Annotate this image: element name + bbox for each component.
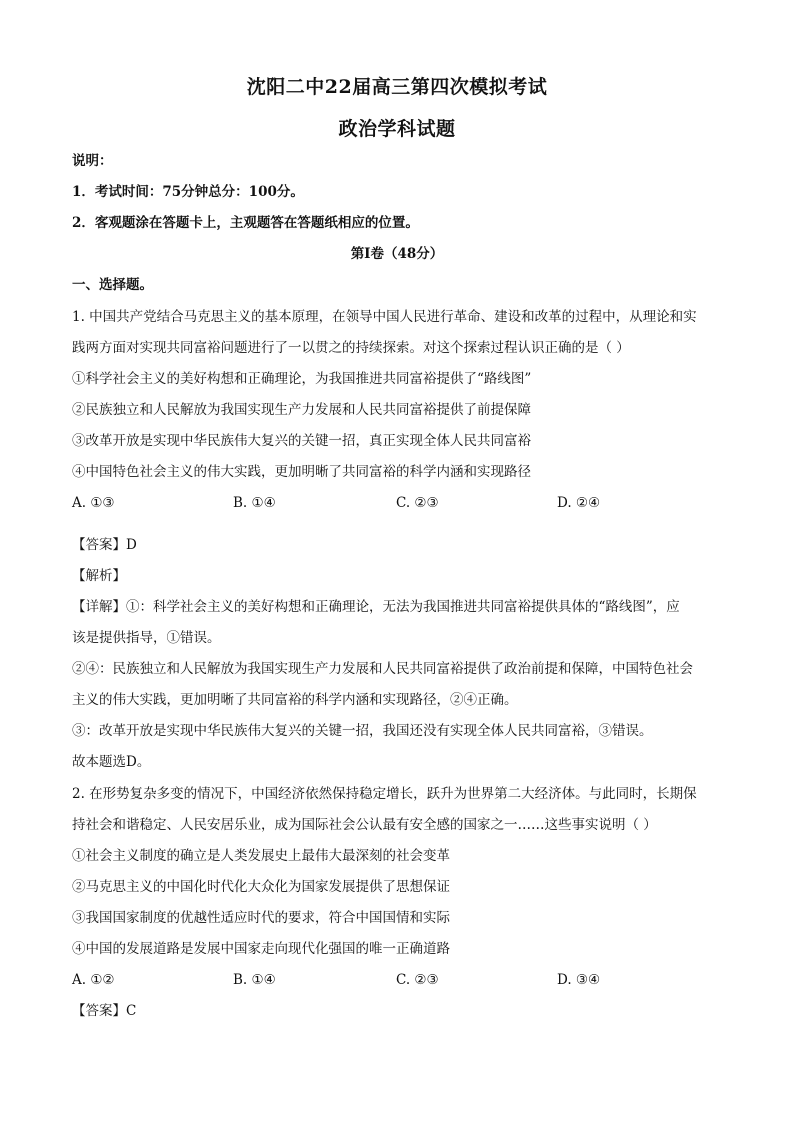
q1-analysis-label: 【解析】 [72, 568, 126, 584]
q2-option-b: B. ①④ [233, 972, 276, 988]
volume-heading: 第I卷（48分） [350, 246, 444, 262]
q2-stem-line-1: 2. 在形势复杂多变的情况下，中国经济依然保持稳定增长，跃升为世界第二大经济体。与此同时，长期保 [72, 786, 697, 802]
q1-statement-2: ②民族独立和人民解放为我国实现生产力发展和人民共同富裕提供了前提保障 [72, 402, 531, 418]
q2-statement-3: ③我国国家制度的优越性适应时代的要求，符合中国国情和实际 [72, 910, 450, 926]
q2-stem-line-2: 持社会和谐稳定、人民安居乐业，成为国际社会公认最有安全感的国家之一……这些事实说明（ ） [72, 817, 657, 833]
section-heading: 一、选择题。 [72, 277, 153, 293]
q1-statement-3: ③改革开放是实现中华民族伟大复兴的关键一招，真正实现全体人民共同富裕 [72, 433, 531, 449]
notes-label: 说明： [72, 153, 113, 169]
q2-option-c: C. ②③ [396, 972, 439, 988]
q1-detail-line-5: ③：改革开放是实现中华民族伟大复兴的关键一招，我国还没有实现全体人民共同富裕，③错误。 [72, 723, 653, 739]
q1-stem-line-1: 1. 中国共产党结合马克思主义的基本原理，在领导中国人民进行革命、建设和改革的过程中，从理论和实 [72, 309, 697, 325]
exam-title: 沈阳二中22届高三第四次模拟考试 [246, 76, 548, 98]
q1-stem-line-2: 践两方面对实现共同富裕问题进行了一以贯之的持续探索。对这个探索过程认识正确的是（ ） [72, 340, 630, 356]
q1-option-b: B. ①④ [233, 495, 276, 511]
q2-statement-2: ②马克思主义的中国化时代化大众化为国家发展提供了思想保证 [72, 879, 450, 895]
q2-statement-1: ①社会主义制度的确立是人类发展史上最伟大最深刻的社会变革 [72, 848, 450, 864]
q1-detail-line-1: 【详解】①：科学社会主义的美好构想和正确理论，无法为我国推进共同富裕提供具体的“路线图”，应 [72, 599, 680, 615]
q1-option-a: A. ①③ [72, 495, 115, 511]
q1-option-d: D. ②④ [557, 495, 601, 511]
q1-answer: 【答案】D [72, 537, 137, 553]
q2-option-d: D. ③④ [557, 972, 601, 988]
q2-answer: 【答案】C [72, 1003, 137, 1019]
q1-detail-line-6: 故本题选D。 [72, 754, 151, 770]
q1-detail-line-3: ②④：民族独立和人民解放为我国实现生产力发展和人民共同富裕提供了政治前提和保障，中国特色社会 [72, 661, 693, 677]
q1-option-c: C. ②③ [396, 495, 439, 511]
q1-detail-line-2: 该是提供指导，①错误。 [72, 630, 221, 646]
notes-item-1: 1．考试时间：75分钟总分：100分。 [72, 184, 304, 200]
q2-statement-4: ④中国的发展道路是发展中国家走向现代化强国的唯一正确道路 [72, 941, 450, 957]
notes-item-2: 2．客观题涂在答题卡上，主观题答在答题纸相应的位置。 [72, 215, 419, 231]
q1-detail-line-4: 主义的伟大实践，更加明晰了共同富裕的科学内涵和实现路径，②④正确。 [72, 692, 518, 708]
q1-statement-1: ①科学社会主义的美好构想和正确理论，为我国推进共同富裕提供了“路线图” [72, 371, 532, 387]
exam-subtitle: 政治学科试题 [338, 118, 456, 140]
q2-option-a: A. ①② [72, 972, 115, 988]
q1-statement-4: ④中国特色社会主义的伟大实践，更加明晰了共同富裕的科学内涵和实现路径 [72, 464, 531, 480]
